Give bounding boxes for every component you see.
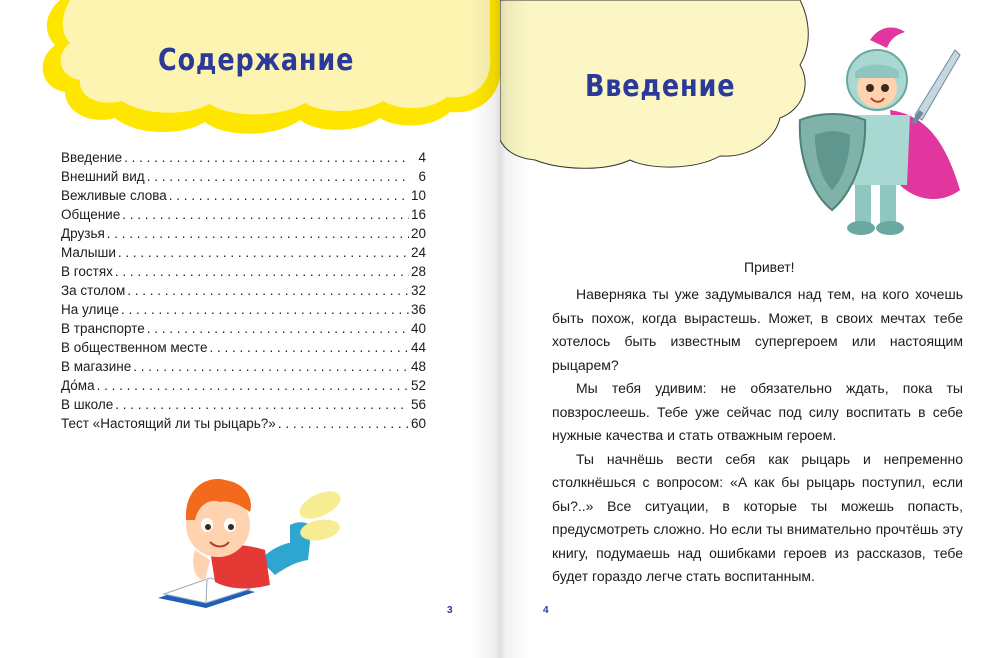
toc-entry — [61, 300, 426, 319]
toc-entry-page: 32 — [410, 283, 426, 298]
toc-entry — [61, 414, 426, 433]
toc-entry-title: Общение — [61, 207, 121, 222]
toc-entry-title: В школе — [61, 397, 114, 412]
paragraph: Мы тебя удивим: не обязательно ждать, пока ты повзрослеешь. Тебе уже сейчас под силу воспитать в себе нужные качества и стать отважным героем. — [552, 380, 963, 443]
toc-entry-page: 16 — [410, 207, 426, 222]
toc-entry — [61, 205, 426, 224]
toc-leader-dots — [133, 357, 409, 376]
toc-entry-page: 48 — [410, 359, 426, 374]
toc-entry-title: Вежливые слова — [61, 188, 167, 203]
toc-leader-dots — [124, 148, 410, 167]
toc-entry — [61, 224, 426, 243]
toc-entry-title: В магазине — [61, 359, 132, 374]
toc-leader-dots — [147, 319, 409, 338]
toc-leader-dots — [118, 243, 409, 262]
toc-entry — [61, 338, 426, 357]
page-title: Содержание — [158, 43, 355, 78]
toc-entry-page: 44 — [410, 340, 426, 355]
toc-entry-title: В гостях — [61, 264, 113, 279]
toc-entry-page: 4 — [418, 150, 426, 165]
toc-entry-page: 24 — [410, 245, 426, 260]
toc-entry — [61, 395, 426, 414]
toc-entry-title: До́ма — [61, 378, 95, 393]
table-of-contents — [61, 148, 426, 433]
toc-leader-dots — [121, 300, 409, 319]
toc-entry-title: В транспорте — [61, 321, 145, 336]
toc-entry-page: 36 — [410, 302, 426, 317]
toc-leader-dots — [107, 224, 409, 243]
toc-entry-page: 20 — [410, 226, 426, 241]
toc-entry-page: 40 — [410, 321, 426, 336]
toc-entry-title: За столом — [61, 283, 126, 298]
toc-entry-title: Внешний вид — [61, 169, 145, 184]
toc-entry — [61, 281, 426, 300]
knight-illustration — [795, 20, 965, 240]
toc-leader-dots — [115, 262, 409, 281]
toc-entry-page: 28 — [410, 264, 426, 279]
toc-entry-title: Малыши — [61, 245, 116, 260]
toc-entry — [61, 262, 426, 281]
toc-entry — [61, 167, 426, 186]
toc-leader-dots — [278, 414, 409, 433]
greeting: Привет! — [744, 259, 795, 275]
toc-entry-page: 60 — [410, 416, 426, 431]
toc-leader-dots — [169, 186, 409, 205]
intro-text — [552, 283, 963, 589]
toc-leader-dots — [122, 205, 409, 224]
toc-entry-title: Друзья — [61, 226, 105, 241]
toc-entry-title: Введение — [61, 150, 123, 165]
toc-leader-dots — [97, 376, 409, 395]
boy-reading-illustration — [150, 450, 345, 610]
toc-entry-page: 10 — [410, 188, 426, 203]
toc-leader-dots — [147, 167, 410, 186]
paragraph: Ты начнёшь вести себя как рыцарь и непременно столкнёшься с вопросом: «А как бы рыцарь поступил, если бы?..» Все ситуации, в которые ты можешь попасть, предусмотреть сложно. Но если ты внимательно прочтёшь эту книгу, подумаешь над ошибками героев из рассказов, тебе будет гораздо легче стать воспитанным. — [552, 450, 963, 584]
toc-entry-title: На улице — [61, 302, 119, 317]
toc-entry-title: Тест «Настоящий ли ты рыцарь?» — [61, 416, 276, 431]
toc-entry — [61, 243, 426, 262]
toc-entry — [61, 376, 426, 395]
paragraph: Наверняка ты уже задумывался над тем, на кого хочешь быть похож, когда вырастешь. Может, в своих мечтах тебе хотелось быть известным супергероем или настоящим рыцарем? — [552, 286, 963, 373]
page-number: 3 — [447, 605, 453, 616]
page-title: Введение — [585, 69, 736, 104]
toc-entry-page: 56 — [410, 397, 426, 412]
toc-entry — [61, 319, 426, 338]
toc-entry — [61, 357, 426, 376]
toc-entry-title: В общественном месте — [61, 340, 208, 355]
page-number: 4 — [543, 605, 549, 616]
toc-entry-page: 52 — [410, 378, 426, 393]
toc-entry-page: 6 — [418, 169, 426, 184]
toc-entry — [61, 186, 426, 205]
toc-leader-dots — [209, 338, 409, 357]
toc-entry — [61, 148, 426, 167]
toc-leader-dots — [115, 395, 409, 414]
toc-leader-dots — [127, 281, 409, 300]
